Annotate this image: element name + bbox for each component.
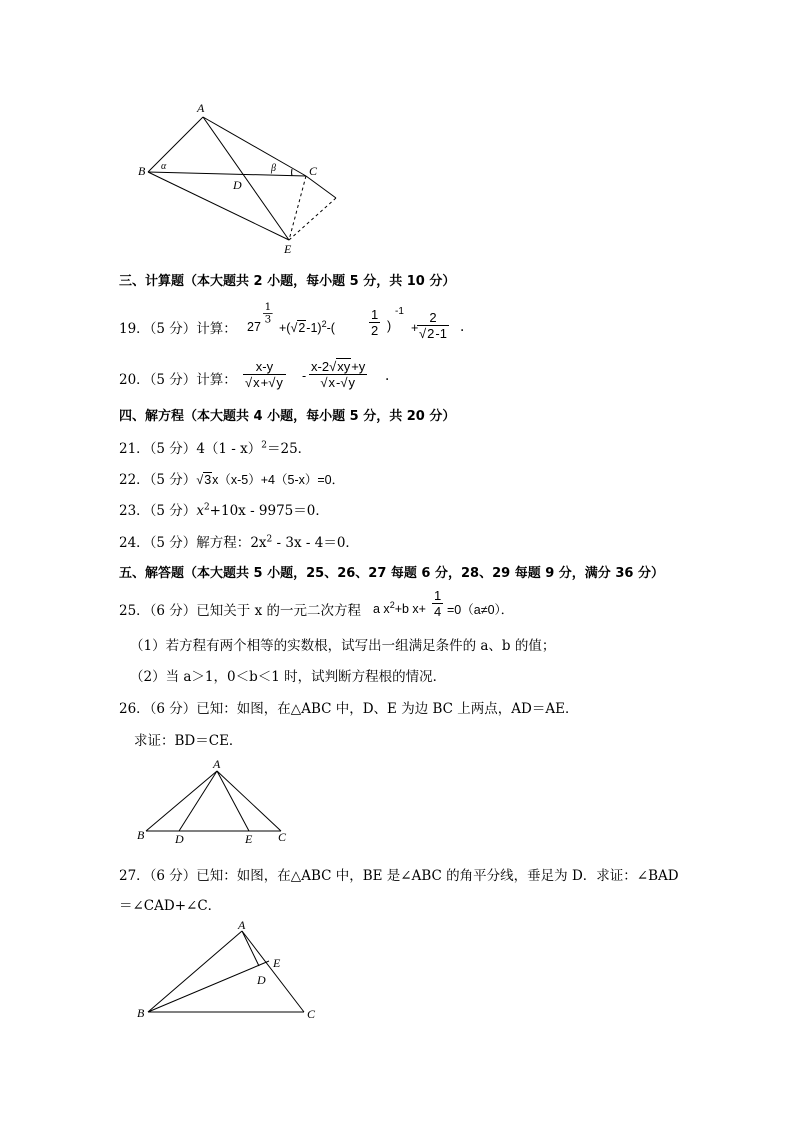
question-24: 24．（5 分）解方程：$2x^2 - 3x - 4=0$． [119,534,359,551]
question-27: 27．（6 分）已知：如图，在△ABC 中，BE 是∠ABC 的角平分线，垂足为 D．求证：∠BAD [119,868,679,884]
question-26: 26．（6 分）已知：如图，在△ABC 中，D、E 为边 BC 上两点，AD＝AE． [119,701,579,717]
question-25-part-2: （2）当 a＞1，0＜b＜1 时，试判断方程根的情况． [130,669,447,685]
section-5-heading: 五、解答题（本大题共 5 小题，25、26、27 每题 6 分，28、29 每题 9 分，满分 36 分） [119,566,664,581]
fig2-label-c: C [278,830,287,844]
fig3-label-c: C [307,1007,316,1021]
fig1-label-a: A [197,101,205,115]
q20-fraction-1: $\frac{x-y}{√x+√y}$ [243,359,286,390]
fig2-label-b: B [137,828,145,842]
q19-exponent: $\frac{1}{3}$ [264,301,272,326]
fig2-label-a: A [213,757,221,771]
question-22: 22．（5 分）√3x（x-5）+4（5-x）=0． [119,472,345,488]
fig3-label-b: B [137,1006,145,1020]
fig3-label-d: D [257,973,266,987]
q25-fraction: $\frac{1}{4}$ [434,588,442,619]
fig2-label-e: E [245,832,253,846]
q20-fraction-2: $\frac{x-2√xy+y}{√x-√y}$ [311,359,366,390]
q19-fraction: $\frac{2}{√2-1}$ [419,310,447,341]
question-26-proof: 求证：BD＝CE． [134,733,243,749]
fig3-label-a: A [238,918,246,932]
fig1-label-c: C [309,164,318,178]
fig1-label-alpha: α [161,161,167,172]
q19-prefix: 19．（5 分）计算： [119,321,237,337]
question-21: 21．（5 分）4（1 - x）$^2$＝25． [119,440,312,457]
question-23: 23．（5 分）$x^2+10x - 9975=0$． [119,502,329,519]
section-3-heading: 三、计算题（本大题共 2 小题，每小题 5 分，共 10 分） [119,274,456,289]
question-25-part-1: （1）若方程有两个相等的实数根，试写出一组满足条件的 a、b 的值； [130,638,556,654]
fig1-label-e: E [284,242,292,256]
fig1-label-d: D [233,178,242,192]
section-4-heading: 四、解方程（本大题共 4 小题，每小题 5 分，共 20 分） [119,409,456,424]
fig1-label-b: B [138,164,146,178]
q19-base: 27 [247,320,261,334]
fig1-label-beta: β [271,163,276,174]
question-27-cont: ＝∠CAD+∠C． [119,898,222,914]
fig3-label-e: E [273,956,281,970]
q20-prefix: 20．（5 分）计算： [119,372,237,388]
q19-half: $\frac{1}{2}$ [371,307,379,338]
fig2-label-d: D [175,832,184,846]
